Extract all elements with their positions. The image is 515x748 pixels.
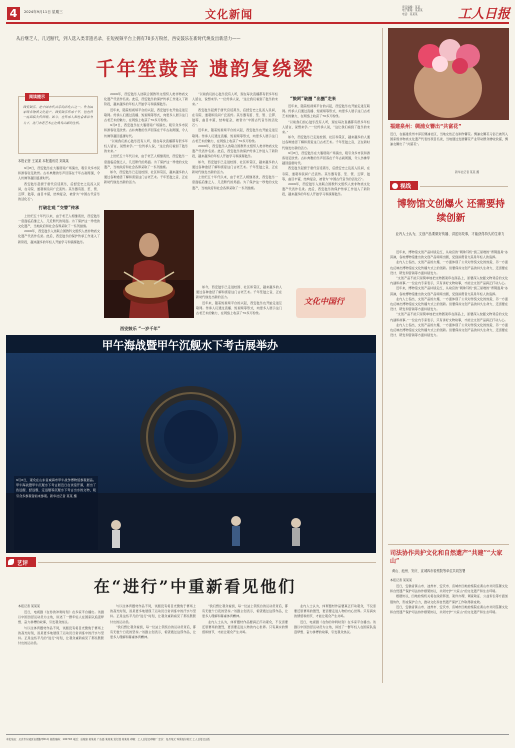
- bottom-col-2: [110, 604, 196, 684]
- footer-rule: [6, 734, 509, 735]
- top-col-2b: [196, 285, 282, 331]
- yiping-rule: [38, 562, 376, 563]
- bottom-paragraph: 与以往体育题材作品不同，该剧没有将目光聚焦于赛场上的高光时刻，而是更多地展现了运动员日常训练中的汗水与坚持。正是这些平凡的“进行”时刻，让观众重新看见了那些默默付出的运动员。: [110, 604, 196, 624]
- top-story-headline: 千年笙鼓音 遗韵复绕梁: [95, 58, 315, 80]
- drummer-photo: [104, 210, 194, 318]
- bottom-col-1: [18, 610, 104, 684]
- subhead-2: “鼓阿”破圈 “出圈”走来: [290, 96, 336, 101]
- page-number: 4: [7, 7, 20, 20]
- right-bottom-byline: 本报记者 某某某: [390, 578, 412, 582]
- shijian-column-label: [390, 181, 418, 190]
- top-paragraph: “以前我们担心鼓乐没有人听，现在每次直播都有很多年轻人留言，说想来学。”一位传承人说，“这让我们看到了鼓乐的未来。”: [104, 138, 188, 154]
- hairpin-photo: [388, 28, 509, 120]
- right-bottom-body: [390, 584, 508, 684]
- top-paragraph: 如今，西安鼓乐已走进校园、社区和景区，越来越多的人通过各种途径了解和喜爱这门古老艺术。千年笙鼓之音，正在新时代焕发出新的活力。: [104, 170, 188, 185]
- top-paragraph: 9月8日，西安鼓乐在大雁塔南广场演出，吸引众多市民和游客驻足欣赏。古朴典雅的乐声回荡在千年古刹周围，令人仿佛穿越回盛唐时代。: [104, 123, 188, 138]
- intro-text: 西安鼓乐，是中国古代音乐的活化石之一。作为国家级非物质文化遗产，西安鼓乐传承千年，但也曾一度面临失传困境。如今，在传承人和社会各界努力下，这门古老艺术正在焕发出新的生机。: [23, 105, 93, 125]
- logo-text: 文化中国行: [304, 296, 344, 306]
- hairpin-byline: 新华社记者 某某 摄: [455, 170, 480, 174]
- tel-line: 电话：某某某: [402, 12, 418, 16]
- right-bottom-paragraph: 近日，安徽省黄山市、池州市、安庆市、宣城市四地检察院在黄山市共同签署文化和自然遗产保护司法协作框架协议，共同守护“大家山”的文化遗产和生态环境。: [390, 604, 508, 615]
- bottom-headline: 在“进行”中重新看见他们: [93, 577, 297, 596]
- shijian-rule: [420, 186, 508, 187]
- hairpin-text: 近日，在福建泉州丰泽区绸浦社区，当地女性正在制作簪花。绸浦女簪花习俗已被列入国家级非物质文化遗产代表性项目名录，当地通过发展簪花产业带动群众增收致富，绸浦女簪出了“共富花”。: [390, 132, 508, 147]
- right-bottom-paragraph: 近日，安徽省黄山市、池州市、安庆市、宣城市四地检察院在黄山市共同签署文化和自然遗产保护司法协作框架协议，共同守护“大家山”的文化遗产和生态环境。: [390, 584, 508, 594]
- top-paragraph: 西安鼓乐起源于唐代宫廷燕乐，后经安史之乱流入民间，在寺院、道观和民间广泛流传。其乐器有笛、笙、管、云锣、鼓等，曲目丰富，结构复杂，被誉为“中国古代音乐的活化石”。: [282, 166, 370, 181]
- top-paragraph: 2009年，西安鼓乐入选联合国教科文组织人类非物质文化遗产代表作名录。此后，西安鼓乐的保护传承工作进入了新阶段，越来越多的年轻人开始学习和演奏鼓乐。: [192, 144, 278, 159]
- top-paragraph: 近年来，随着短视频平台的兴起，西安鼓乐也开始走进互联网。传承人们通过直播、短视频等形式，向更多人展示这门古老艺术的魅力，在网络上收获了70多万粉丝。: [192, 128, 278, 143]
- top-paragraph: 如今，西安鼓乐已走进校园、社区和景区，越来越多的人通过各种途径了解和喜爱这门古老艺术。千年笙鼓之音，正在新时代焕发出新的活力。: [192, 159, 278, 175]
- top-col-3: [192, 92, 278, 282]
- intro-box: [18, 96, 98, 154]
- photo-caption: 西安鼓乐 “一岁千年”: [120, 326, 161, 331]
- shijian-label-text: 视线: [400, 184, 412, 190]
- intro-label: 阅读提示: [25, 93, 49, 101]
- bottom-paragraph: 近日，电视剧《在你的冲刺时刻》在多家平台播出。该剧以中国田径运动员为主角，讲述了一群年轻人在国家队追逐梦想、奋力拼搏的故事，引发观众热议。: [294, 619, 376, 635]
- right-column-divider: [382, 28, 383, 683]
- right-paragraph: “文创产品不能只是简单地把文物图案印在商品上，而要深入挖掘文物背后的文化内涵和故事。”一位业内专家表示，只有讲好文物故事，才能让文创产品真正打动人心。: [390, 276, 508, 286]
- leaf-icon: [8, 559, 14, 565]
- top-paragraph: “以前我们担心鼓乐没有人听，现在每次直播都有很多年轻人留言，说想来学。”一位传承人说，“这让我们看到了鼓乐的未来。”: [282, 119, 370, 135]
- right-bottom-deck: 黄山、池州、安庆、宣城四市检察院等单位共同签署: [392, 569, 466, 573]
- top-paragraph: 9月8日，西安鼓乐在大雁塔南广场演出，吸引众多市民和游客驻足欣赏。古朴典雅的乐声回荡在千年古刹周围，令人仿佛穿越回盛唐时代。: [18, 166, 100, 181]
- top-paragraph: 9月8日，西安鼓乐在大雁塔南广场演出，吸引众多市民和游客驻足欣赏。古朴典雅的乐声回荡在千年古刹周围，令人仿佛穿越回盛唐时代。: [282, 150, 370, 166]
- eye-icon: [392, 183, 398, 189]
- right-paragraph: 近年来，博物馆文创产品持续走红，从故宫的“朝珠耳机”到三星堆的“青铜面具”冰淇淋，各地博物馆推出的文创产品频频出圈，受到消费者尤其是年轻人的追捧。: [390, 250, 508, 260]
- top-paragraph: 2009年，西安鼓乐入选联合国教科文组织人类非物质文化遗产代表作名录。此后，西安鼓乐的保护传承工作进入了新阶段，越来越多的年轻人开始学习和演奏鼓乐。: [104, 92, 188, 107]
- top-paragraph: “以前我们担心鼓乐没有人听，现在每次直播都有很多年轻人留言，说想来学。”一位传承人说，“这让我们看到了鼓乐的未来。”: [192, 92, 278, 107]
- bottom-paragraph: 与以往体育题材作品不同，该剧没有将目光聚焦于赛场上的高光时刻，而是更多地展现了运动员日常训练中的汗水与坚持。正是这些平凡的“进行”时刻，让观众重新看见了那些默默付出的运动员。: [18, 625, 104, 646]
- top-paragraph: 上世纪五十年代以来，由于老艺人相继离世，西安鼓乐一度面临后继乏人、几近断代的局面。为了保护这一珍贵的文化遗产，当地政府和社会各界采取了一系列措施。: [192, 175, 278, 190]
- right-paragraph: 近年来，博物馆文创产品持续走红，从故宫的“朝珠耳机”到三星堆的“青铜面具”冰淇淋，各地博物馆推出的文创产品频频出圈，受到消费者尤其是年轻人的追捧。: [390, 286, 508, 296]
- top-col-1: [18, 166, 100, 330]
- right-paragraph: 业内人士指出，文创产品的火爆，一方面体现了公众对传统文化的热爱，另一方面也反映出博物馆在文化传播方式上的创新。但要保持文创产品的持久生命力，还需要在设计、研发和营销等方面持续发力。: [390, 260, 508, 275]
- issue-date: 2024年9月11日 星期三: [24, 10, 63, 14]
- hairpin-caption: 福建泉州：绸浦女簪出“共富花”: [390, 124, 462, 130]
- bottom-paragraph: “我们想让观众看到，每一位站上领奖台的运动员背后，都有无数个日夜的坚持。”该剧主创表示，希望通过这部作品，让更多人理解和尊重体育精神。: [110, 624, 196, 640]
- editor-info: [402, 6, 423, 16]
- top-paragraph: 2009年，西安鼓乐入选联合国教科文组织人类非物质文化遗产代表作名录。此后，西安鼓乐的保护传承工作进入了新阶段，越来越多的年轻人开始学习和演奏鼓乐。: [282, 182, 370, 197]
- paper-logo: 工人日报: [458, 7, 511, 22]
- subhead-1: 打破壮观 “交替”传承: [38, 205, 80, 211]
- bottom-paragraph: 业内人士认为，体育题材作品要真正打动观众，不仅需要还原赛场的激烈，更需要走进人物的内心世界。只有真实的情感和细节，才能让观众产生共鸣。: [202, 619, 288, 635]
- top-story-deck: 从后继乏人、几近断代，到人选入类非遗名录、在短视频平台上拥有70多万粉丝，西安鼓乐在新时代焕发出新活力——: [16, 37, 241, 42]
- right-paragraph: 业内人士指出，文创产品的火爆，一方面体现了公众对传统文化的热爱，另一方面也反映出博物馆在文化传播方式上的创新。但要保持文创产品的持久生命力，还需要在设计、研发和营销等方面持续发力。: [390, 296, 508, 312]
- right-bottom-paragraph: 根据协议，四地检察机关将在线索移送、案件办理、调查取证、公益诉讼等方面加强协作，形成保护合力，推动文化和自然遗产保护工作取得新成效。: [390, 594, 508, 604]
- culture-china-logo: [296, 288, 366, 318]
- top-paragraph: 近年来，随着短视频平台的兴起，西安鼓乐也开始走进互联网。传承人们通过直播、短视频等形式，向更多人展示这门古老艺术的魅力，在网络上收获了70多万粉丝。: [104, 107, 188, 123]
- bottom-paragraph: “我们想让观众看到，每一位站上领奖台的运动员背后，都有无数个日夜的坚持。”该剧主创表示，希望通过这部作品，让更多人理解和尊重体育精神。: [202, 604, 288, 619]
- top-paragraph: 西安鼓乐起源于唐代宫廷燕乐，后经安史之乱流入民间，在寺院、道观和民间广泛流传。其乐器有笛、笙、管、云锣、鼓等，曲目丰富，结构复杂，被誉为“中国古代音乐的活化石”。: [192, 107, 278, 128]
- right-paragraph: “文创产品不能只是简单地把文物图案印在商品上，而要深入挖掘文物背后的文化内涵和故事。”一位业内专家表示，只有讲好文物故事，才能让文创产品真正打动人心。: [390, 312, 508, 322]
- section-title: 文化新闻: [205, 8, 253, 21]
- editor-line: 责任编辑：某某: [402, 6, 421, 9]
- email-line: 电子邮箱：某某某: [402, 9, 423, 13]
- right-feature-headline: 博物馆文创爆火 还需要持续创新: [397, 199, 505, 224]
- right-bottom-headline: 司法协作共护文化和自然遗产“共建”“大家山”: [390, 550, 503, 565]
- right-paragraph: 业内人士指出，文创产品的火爆，一方面体现了公众对传统文化的热爱，另一方面也反映出博物馆在文化传播方式上的创新。但要保持文创产品的持久生命力，还需要在设计、研发和营销等方面持续发力。: [390, 322, 508, 338]
- top-paragraph: 如今，西安鼓乐已走进校园、社区和景区，越来越多的人通过各种途径了解和喜爱这门古老艺术。千年笙鼓之音，正在新时代焕发出新的活力。: [282, 135, 370, 150]
- top-paragraph: 近年来，随着短视频平台的兴起，西安鼓乐也开始走进互联网。传承人们通过直播、短视频等形式，向更多人展示这门古老艺术的魅力，在网络上收获了70多万粉丝。: [282, 104, 370, 119]
- yiping-label-text: 艺评: [17, 560, 29, 567]
- top-byline: 本报记者 王某某 本报通讯员 刘某某: [18, 159, 69, 163]
- top-paragraph: 2009年，西安鼓乐入选联合国教科文组织人类非物质文化遗产代表作名录。此后，西安鼓乐的保护传承工作进入了新阶段，越来越多的年轻人开始学习和演奏鼓乐。: [18, 229, 100, 244]
- bottom-byline: 本报记者 某某某: [18, 604, 40, 608]
- bottom-paragraph: 业内人士认为，体育题材作品要真正打动观众，不仅需要还原赛场的激烈，更需要走进人物的内心世界。只有真实的情感和细节，才能让观众产生共鸣。: [294, 604, 376, 619]
- bottom-col-3: [202, 604, 288, 684]
- middle-caption: 9月6日，观众在山东省威海市甲午战争博物馆参观展品。甲午海战暨甲午沉舰水下考古展近日在该馆开幕，展出了致远舰、经远舰、定远舰等沉舰水下考古出水的文物，吸引众多参观者前来参观。新华社记者 某某 摄: [14, 476, 98, 550]
- top-col-4: [282, 104, 370, 282]
- yiping-column-label: [6, 557, 36, 567]
- right-divider: [388, 544, 509, 545]
- masthead-rule: [6, 22, 509, 24]
- top-paragraph: 上世纪五十年代以来，由于老艺人相继离世，西安鼓乐一度面临后继乏人、几近断代的局面。为了保护这一珍贵的文化遗产，当地政府和社会各界采取了一系列措施。: [18, 213, 100, 229]
- footer-text: 本报地址：北京市东城区安德路甲61号 邮政编码：100718 电话：总编室 某某某 广告部 某某某 发行部 某某某 印刷：工人日报社印刷厂 定价：每月某元 零售每份某元 工人日报社出版: [6, 738, 210, 741]
- top-paragraph: 西安鼓乐起源于唐代宫廷燕乐，后经安史之乱流入民间，在寺院、道观和民间广泛流传。其乐器有笛、笙、管、云锣、鼓等，曲目丰富，结构复杂，被誉为“中国古代音乐的活化石”。: [18, 181, 100, 202]
- bottom-paragraph: 近日，电视剧《在你的冲刺时刻》在多家平台播出。该剧以中国田径运动员为主角，讲述了一群年轻人在国家队追逐梦想、奋力拼搏的故事，引发观众热议。: [18, 610, 104, 625]
- middle-headline: 甲午海战暨甲午沉舰水下考古展举办: [102, 339, 278, 352]
- top-paragraph: 如今，西安鼓乐已走进校园、社区和景区，越来越多的人通过各种途径了解和喜爱这门古老艺术。千年笙鼓之音，正在新时代焕发出新的活力。: [196, 285, 282, 300]
- right-feature-body: [390, 250, 508, 540]
- right-feature-deck: 业内人士认为，文创产品要做好传播、讲述好故事，才能获得持久的生命力: [395, 232, 505, 236]
- bottom-col-4: [294, 604, 376, 684]
- top-paragraph: 上世纪五十年代以来，由于老艺人相继离世，西安鼓乐一度面临后继乏人、几近断代的局面。为了保护这一珍贵的文化遗产，当地政府和社会各界采取了一系列措施。: [104, 154, 188, 169]
- top-paragraph: 近年来，随着短视频平台的兴起，西安鼓乐也开始走进互联网。传承人们通过直播、短视频等形式，向更多人展示这门古老艺术的魅力，在网络上收获了70多万粉丝。: [196, 300, 282, 316]
